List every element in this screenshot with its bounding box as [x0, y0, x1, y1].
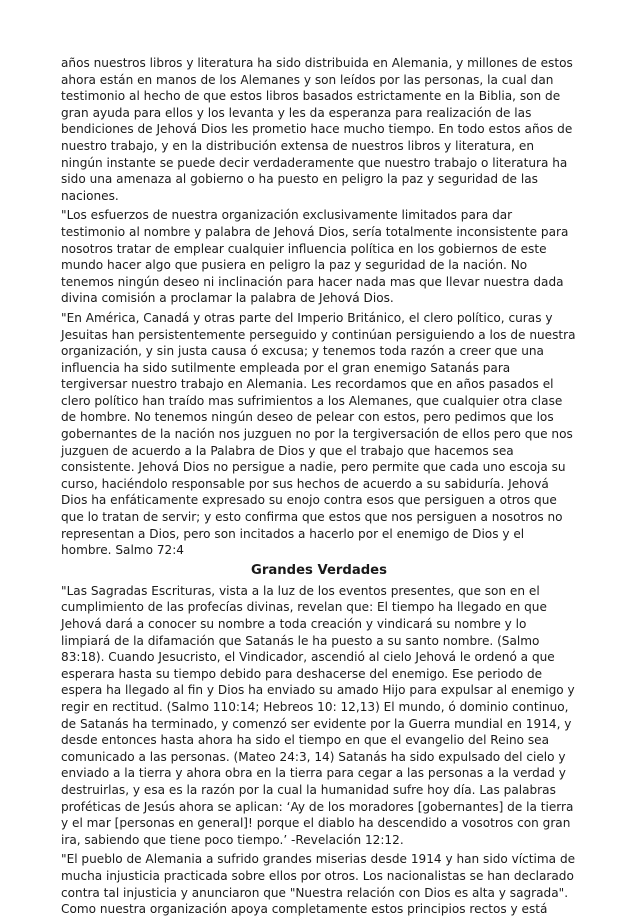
paragraph-1: años nuestros libros y literatura ha sido distribuida en Alemania, y millones de estos ahora están en manos de los Alemanes y son leídos por las personas, la cual dan testimonio al hecho de que estos libros basados estrictamente en la Biblia, son de gran ayuda para ellos y los levanta y les da esperanza para realización de las bendiciones de Jehová Dios les prometio hace mucho tiempo. En todo estos años de nuestro trabajo, y en la distribución extensa de nuestros libros y literatura, en ningún instante se puede decir verdaderamente que nuestro trabajo o literatura ha sido una amenaza al gobierno o ha puesto en peligro la paz y seguridad de las naciones. [61, 56, 573, 203]
paragraph-3: "En América, Canadá y otras parte del Imperio Británico, el clero político, curas y Jesuitas han persistentemente perseguido y continúan persiguiendo a los de nuestra organización, y sin justa causa ó excusa; y tenemos toda razón a creer que una influencia ha sido sutilmente empleada por el gran enemigo Satanás para tergiversar nuestro trabajo en Alemania. Les recordamos que en años pasados el clero político han traído mas sufrimientos a los Alemanes, que cualquier otra clase de hombre. No tenemos ningún deseo de pelear con estos, pero pedimos que los gobernantes de la nación nos juzguen no por la tergiversación de ellos pero que nos juzguen de acuerdo a la Palabra de Dios y que el trabajo que hacemos sea consistente. Jehová Dios no persigue a nadie, pero permite que cada uno escoja su curso, haciéndolo responsable por sus hechos de acuerdo a su sabiduría. Jehová Dios ha enfáticamente expresado su enojo contra esos que persiguen a otros que que lo tratan de servir; y esto confirma que estos que nos persiguen a nosotros no representan a Dios, pero son incitados a hacerlo por el enemigo de Dios y el hombre. Salmo 72:4 [61, 310, 576, 558]
paragraph-4: "Las Sagradas Escrituras, vista a la luz de los eventos presentes, que son en el cumplimiento de las profecías divinas, revelan que: El tiempo ha llegado en que Jehová dará a conocer su nombre a toda creación y vindicará su nombre y lo limpiará de la difamación que Satanás le ha puesto a su santo nombre. (Salmo 83:18). Cuando Jesucristo, el Vindicador, ascendió al cielo Jehová le ordenó a que esperara hasta su tiempo debido para deshacerse del enemigo. Ese periodo de espera ha llegado al fin y Dios ha enviado su amado Hijo para expulsar al enemigo y regir en rectitud. (Salmo 110:14; Hebreos 10: 12,13) El mundo, ó dominio continuo, de Satanás ha terminado, y comenzó ser evidente por la Guerra mundial en 1914, y desde entonces hasta ahora ha sido el tiempo en que el evangelio del Reino sea comunicado a las personas. (Mateo 24:3, 14) Satanás ha sido expulsado del cielo y enviado a la tierra y ahora obra en la tierra para cegar a las personas a la verdad y destruirlas, y esa es la razón por la cual la humanidad sufre hoy día. Las palabras proféticas de Jesús ahora se aplican: ‘Ay de los moradores [gobernantes] de la tierra y el mar [personas en general]! porque el diablo ha descendido a vosotros con gran ira, sabiendo que tiene poco tiempo.’ -Revelación 12:12. [61, 583, 575, 847]
document-page [61, 55, 577, 921]
paragraph-5: "El pueblo de Alemania a sufrido grandes miserias desde 1914 y han sido víctima de mucha injusticia practicada sobre ellos por otros. Los nacionalistas se han declarado contra tal injusticia y anunciaron que "Nuestra relación con Dios es alta y sagrada". Como nuestra organización apoya completamente estos principios rectos y está [61, 852, 576, 917]
paragraph-2: "Los esfuerzos de nuestra organización exclusivamente limitados para dar testimonio al nombre y palabra de Jehová Dios, sería totalmente inconsistente para nosotros tratar de emplear cualquier influencia política en los gobiernos de este mundo hacer algo que pusiera en peligro la paz y seguridad de la nación. No tenemos ningún deseo ni inclinación para hacer nada mas que llevar nuestra dada divina comisión a proclamar la palabra de Jehová Dios. [61, 208, 569, 306]
section-heading: Grandes Verdades [251, 562, 387, 578]
